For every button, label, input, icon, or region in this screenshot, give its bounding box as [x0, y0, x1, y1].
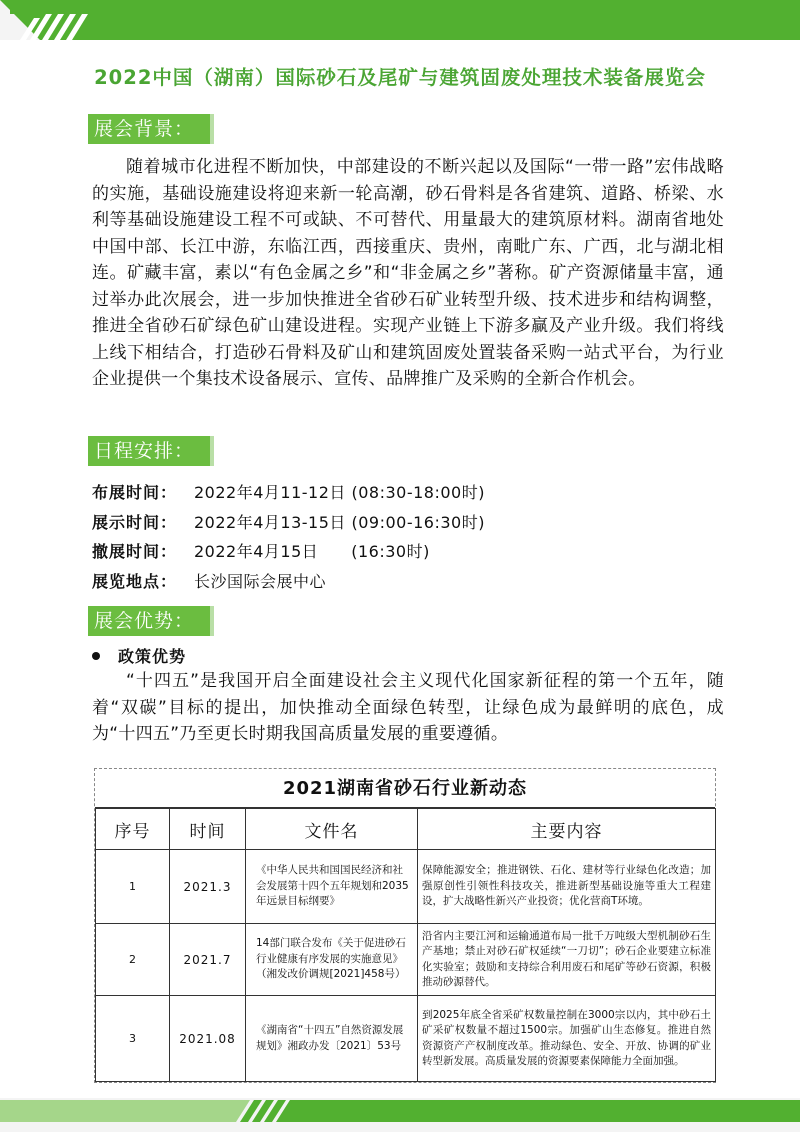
schedule-label: 布展时间：: [92, 483, 178, 502]
table-header-row: [96, 809, 716, 850]
dynamics-table: [95, 808, 716, 1082]
schedule-row: [92, 567, 732, 597]
header-main: 主要内容: [418, 809, 716, 850]
cell-doc: 14部门联合发布《关于促进砂石行业健康有序发展的实施意见》（湘发改价调规[2021]458号）: [246, 924, 418, 996]
schedule-value: 2022年4月15日 (16:30时): [194, 542, 430, 561]
table-title: 2021湖南省砂石行业新动态: [95, 769, 715, 808]
schedule-value: 2022年4月13-15日 (09:00-16:30时): [194, 512, 485, 532]
bullet-icon: [92, 652, 100, 660]
table-row: [96, 850, 716, 924]
top-decorative-bar: [0, 0, 800, 40]
section-heading-background: 展会背景：: [88, 114, 214, 144]
policy-bullet: [92, 644, 186, 667]
cell-main: 沿省内主要江河和运输通道布局一批千万吨级大型机制砂石生产基地；禁止对砂石矿权延续“一刀切”；砂石企业要建立标准化实验室；鼓励和支持综合利用废石和尾矿等砂石资源，积极推动砂源替代。: [418, 924, 716, 996]
cell-main: 到2025年底全省采矿权数量控制在3000宗以内，其中砂石土矿采矿权数量不超过1500宗。加强矿山生态修复。推进自然资源资产产权制度改革。推动绿色、安全、开放、协调的矿业转型新发展。高质量发展的资源要素保障能力全面加强。: [418, 996, 716, 1082]
bottom-decorative-bar: [0, 1092, 800, 1132]
cell-time: 2021.08: [170, 996, 246, 1082]
schedule-row: [92, 478, 732, 508]
cell-no: 3: [96, 996, 170, 1082]
section-heading-advantages: 展会优势：: [88, 606, 214, 636]
schedule-value: 长沙国际会展中心: [194, 571, 327, 591]
schedule-list: [92, 478, 732, 596]
schedule-label: 展示时间：: [92, 512, 178, 532]
cell-time: 2021.3: [170, 850, 246, 924]
header-no: 序号: [96, 809, 170, 850]
cell-no: 2: [96, 924, 170, 996]
cell-doc: 《湖南省“十四五”自然资源发展规划》湘政办发〔2021〕53号: [246, 996, 418, 1082]
policy-bullet-label: 政策优势: [118, 647, 187, 666]
cell-doc: 《中华人民共和国国民经济和社会发展第十四个五年规划和2035年远景目标纲要》: [246, 850, 418, 924]
table-row: [96, 996, 716, 1082]
schedule-label: 撤展时间：: [92, 542, 178, 561]
dynamics-table-container: [94, 768, 716, 1083]
cell-main: 保障能源安全；推进钢铁、石化、建材等行业绿色化改造；加强原创性引领性科技攻关，推进新型基础设施等重大工程建设，扩大战略性新兴产业投资；优化营商T环境。: [418, 850, 716, 924]
advantages-paragraph: “十四五”是我国开启全面建设社会主义现代化国家新征程的第一个五年，随着“双碳”目标的提出，加快推动全面绿色转型，让绿色成为最鲜明的底色，成为“十四五”乃至更长时期我国高质量发展的重要遵循。: [92, 671, 724, 744]
table-row: [96, 924, 716, 996]
background-paragraph: 随着城市化进程不断加快，中部建设的不断兴起以及国际“一带一路”宏伟战略的实施，基础设施建设将迎来新一轮高潮，砂石骨料是各省建筑、道路、桥梁、水利等基础设施建设工程不可或缺、不可替代、用量最大的建筑原材料。湖南省地处中国中部、长江中游，东临江西，西接重庆、贵州，南毗广东、广西，北与湖北相连。矿藏丰富，素以“有色金属之乡”和“非金属之乡”著称。矿产资源储量丰富，通过举办此次展会，进一步加快推进全省砂石矿业转型升级、技术进步和结构调整，推进全省砂石矿绿色矿山建设进程。实现产业链上下游多赢及产业升级。我们将线上线下相结合，打造砂石骨料及矿山和建筑固废处置装备采购一站式平台，为行业企业提供一个集技术设备展示、宣传、品牌推广及采购的全新合作机会。: [92, 157, 724, 389]
cell-time: 2021.7: [170, 924, 246, 996]
schedule-row: [92, 537, 732, 567]
schedule-row: [92, 508, 732, 538]
schedule-value: 2022年4月11-12日 (08:30-18:00时): [194, 483, 485, 502]
schedule-label: 展览地点：: [92, 571, 178, 591]
header-doc: 文件名: [246, 809, 418, 850]
document-title: 2022中国（湖南）国际砂石及尾矿与建筑固废处理技术装备展览会: [94, 66, 706, 89]
section-heading-schedule: 日程安排：: [88, 436, 214, 466]
header-time: 时间: [170, 809, 246, 850]
cell-no: 1: [96, 850, 170, 924]
